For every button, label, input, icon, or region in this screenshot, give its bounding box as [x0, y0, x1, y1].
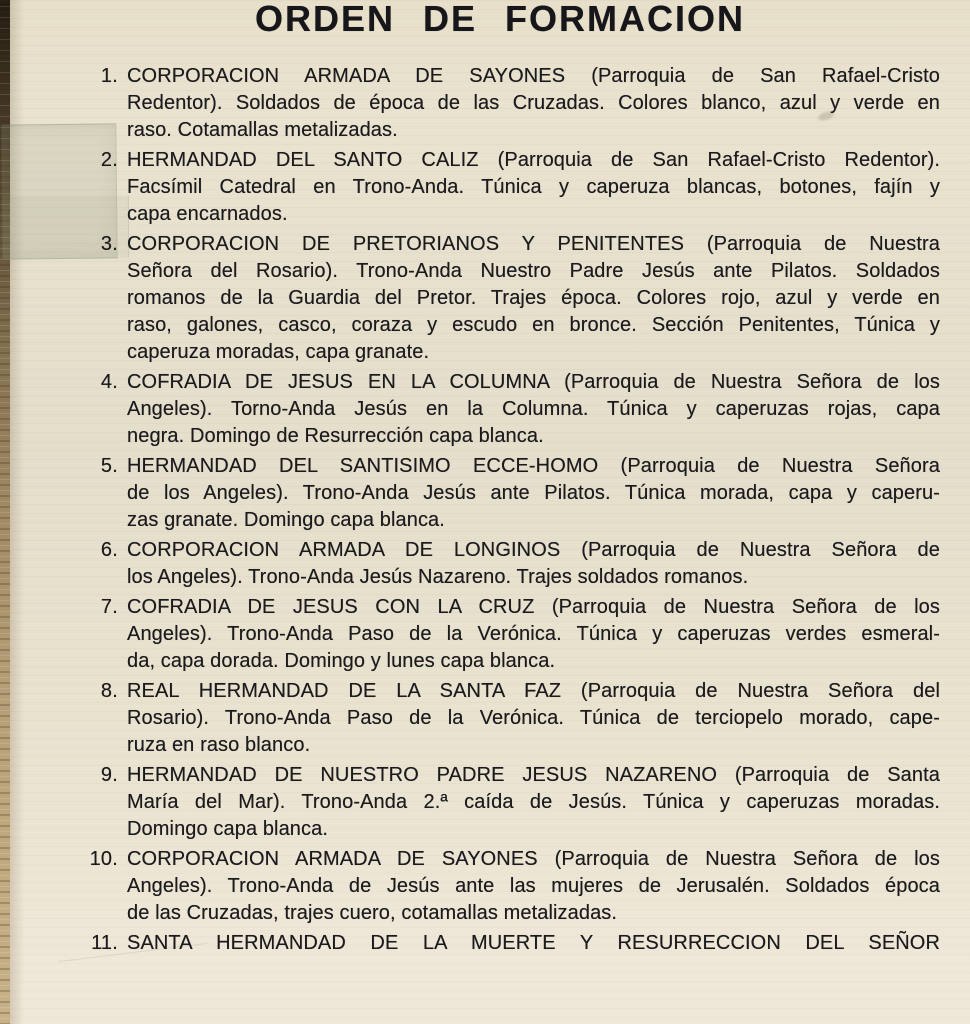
item-text [127, 147, 940, 228]
item-text [127, 762, 940, 843]
formation-list [85, 63, 940, 957]
text-line: de las Cruzadas, trajes cuero, cotamallas metalizadas. [127, 902, 618, 924]
text-line: COFRADIA DE JESUS EN LA COLUMNA (Parroquia de Nuestra Señora de los [127, 371, 940, 393]
list-item [85, 594, 940, 675]
text-line: CORPORACION ARMADA DE SAYONES (Parroquia de San Rafael-Cristo [127, 65, 940, 87]
item-text [127, 453, 940, 534]
text-line: CORPORACION DE PRETORIANOS Y PENITENTES (Parroquia de Nuestra [127, 233, 940, 255]
list-item [85, 231, 940, 366]
text-line: raso. Cotamallas metalizadas. [127, 119, 398, 141]
item-text [127, 678, 940, 759]
page-title: ORDEN DE FORMACION [255, 0, 745, 39]
list-item [85, 369, 940, 450]
text-line: da, capa dorada. Domingo y lunes capa blanca. [127, 650, 556, 672]
text-line: raso, galones, casco, coraza y escudo en bronce. Sección Penitentes, Túnica y [127, 314, 940, 336]
item-number: 8. [100, 680, 118, 702]
item-text [127, 231, 940, 366]
text-line: romanos de la Guardia del Pretor. Trajes época. Colores rojo, azul y verde en [127, 287, 940, 309]
text-line: María del Mar). Trono-Anda 2.ª caída de Jesús. Túnica y caperuzas moradas. [127, 791, 940, 813]
item-number: 1. [100, 65, 118, 87]
text-line: HERMANDAD DEL SANTO CALIZ (Parroquia de San Rafael-Cristo Redentor). [127, 149, 940, 171]
item-text [127, 369, 940, 450]
list-item [85, 846, 940, 927]
text-line: Rosario). Trono-Anda Paso de la Verónica. Túnica de terciopelo morado, cape- [127, 707, 940, 729]
text-line: COFRADIA DE JESUS CON LA CRUZ (Parroquia de Nuestra Señora de los [127, 596, 940, 618]
text-line: REAL HERMANDAD DE LA SANTA FAZ (Parroquia de Nuestra Señora del [127, 680, 940, 702]
list-item [85, 453, 940, 534]
text-line: Señora del Rosario). Trono-Anda Nuestro Padre Jesús ante Pilatos. Soldados [127, 260, 940, 282]
text-line: negra. Domingo de Resurrección capa blanca. [127, 425, 544, 447]
item-number: 7. [100, 596, 118, 618]
list-item [85, 678, 940, 759]
text-line: CORPORACION ARMADA DE LONGINOS (Parroquia de Nuestra Señora de [127, 539, 940, 561]
text-line: Angeles). Trono-Anda Paso de la Verónica. Túnica y caperuzas verdes esmeral- [127, 623, 940, 645]
text-line: Angeles). Torno-Anda Jesús en la Columna. Túnica y caperuzas rojas, capa [127, 398, 940, 420]
text-line: caperuza moradas, capa granate. [127, 341, 430, 363]
text-line: Domingo capa blanca. [127, 818, 329, 840]
item-number: 9. [100, 764, 118, 786]
item-text [127, 594, 940, 675]
item-number: 11. [91, 932, 118, 954]
text-line: de los Angeles). Trono-Anda Jesús ante Pilatos. Túnica morada, capa y caperu- [127, 482, 940, 504]
text-line: zas granate. Domingo capa blanca. [127, 509, 445, 531]
list-item [85, 762, 940, 843]
item-text [127, 537, 940, 591]
item-number: 6. [100, 539, 118, 561]
text-line: HERMANDAD DE NUESTRO PADRE JESUS NAZARENO (Parroquia de Santa [127, 764, 940, 786]
item-number: 2. [100, 149, 118, 171]
text-line: Angeles). Trono-Anda de Jesús ante las mujeres de Jerusalén. Soldados época [127, 875, 940, 897]
text-line: Facsímil Catedral en Trono-Anda. Túnica y caperuza blancas, botones, fajín y [127, 176, 940, 198]
item-number: 5. [100, 455, 118, 477]
text-line: ruza en raso blanco. [127, 734, 311, 756]
text-line: SANTA HERMANDAD DE LA MUERTE Y RESURRECCION DEL SEÑOR [127, 932, 940, 954]
text-line: HERMANDAD DEL SANTISIMO ECCE-HOMO (Parroquia de Nuestra Señora [127, 455, 940, 477]
text-line: los Angeles). Trono-Anda Jesús Nazareno. Trajes soldados romanos. [127, 566, 749, 588]
list-item [85, 537, 940, 591]
item-text [127, 63, 940, 144]
text-line: Redentor). Soldados de época de las Cruzadas. Colores blanco, azul y verde en [127, 92, 940, 114]
item-number: 4. [100, 371, 118, 393]
item-number: 10. [89, 848, 118, 870]
list-item [85, 63, 940, 144]
item-text [127, 930, 940, 957]
item-number: 3. [100, 233, 118, 255]
list-item [85, 930, 940, 957]
list-item [85, 147, 940, 228]
item-text [127, 846, 940, 927]
text-line: capa encarnados. [127, 203, 288, 225]
text-line: CORPORACION ARMADA DE SAYONES (Parroquia de Nuestra Señora de los [127, 848, 940, 870]
